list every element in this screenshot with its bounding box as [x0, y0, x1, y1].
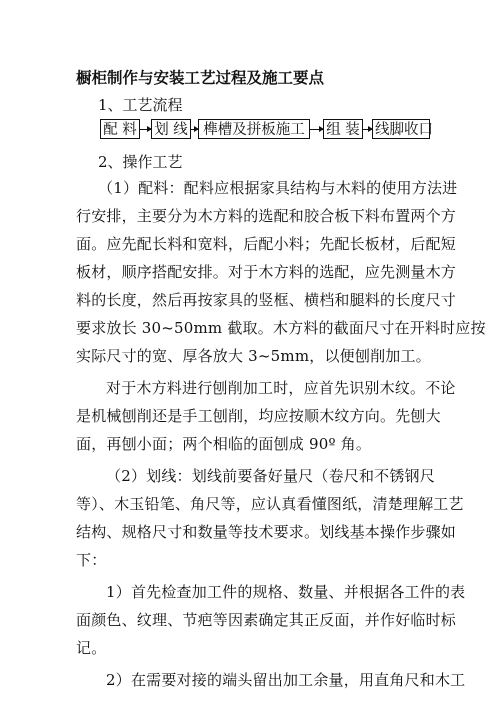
paragraph-line: 是机械刨削还是手工刨削，均应按顺木纹方向。先刨大: [76, 407, 441, 425]
paragraph-line: 实际尺寸的宽、厚各放大 3~5mm，以便刨削加工。: [76, 347, 431, 365]
paragraph-line: 1）首先检查加工件的规格、数量、并根据各工件的表: [106, 583, 466, 601]
flow-step-finishing: 线脚收口: [372, 119, 430, 139]
flow-step-assembly: 组 装: [323, 119, 363, 139]
flow-arrow: [191, 129, 198, 130]
paragraph-line: 下：: [76, 551, 107, 569]
paragraph-line: 要求放长 30~50mm 截取。木方料的截面尺寸在开料时应按: [76, 319, 486, 337]
paragraph-line: （2）划线：划线前要备好量尺（卷尺和不锈钢尺: [106, 467, 435, 485]
flow-step-ingredients: 配 料: [100, 119, 140, 139]
process-flow-diagram: [100, 119, 433, 141]
paragraph-line: 对于木方料进行刨削加工时，应首先识别木纹。不论: [106, 379, 456, 397]
paragraph-line: 面颜色、纹理、节疤等因素确定其正反面，并作好临时标: [76, 611, 457, 629]
paragraph-line: 面，再刨小面；两个相临的面刨成 90º 角。: [76, 435, 372, 453]
flow-arrow: [310, 129, 323, 130]
flow-arrow: [140, 129, 151, 130]
paragraph-line: 等）、木玉铅笔、角尺等，应认真看懂图纸，清楚理解工艺: [76, 495, 464, 513]
flow-arrow: [363, 129, 372, 130]
document-title: 橱柜制作与安装工艺过程及施工要点: [76, 68, 325, 87]
paragraph-line: 行安排，主要分为木方料的选配和胶合板下料布置两个方: [76, 207, 457, 225]
paragraph-line: 记。: [76, 639, 107, 657]
section-heading-operation: 2、操作工艺: [98, 153, 183, 171]
flow-step-tenon-groove: 榫槽及拼板施工: [198, 119, 310, 139]
section-heading-process: 1、工艺流程: [98, 96, 183, 114]
paragraph-line: 板材，顺序搭配安排。对于木方料的选配，应先测量木方: [76, 263, 457, 281]
paragraph-line: 2）在需要对接的端头留出加工余量，用直角尺和木工: [106, 671, 466, 689]
paragraph-line: 料的长度，然后再按家具的竖框、横档和腿料的长度尺寸: [76, 291, 457, 309]
paragraph-line: （1）配料：配料应根据家具结构与木料的使用方法进: [98, 179, 458, 197]
flow-step-marking: 划 线: [151, 119, 191, 139]
paragraph-line: 面。应先配长料和宽料，后配小料；先配长板材，后配短: [76, 235, 457, 253]
paragraph-line: 结构、规格尺寸和数量等技术要求。划线基本操作步骤如: [76, 523, 457, 541]
